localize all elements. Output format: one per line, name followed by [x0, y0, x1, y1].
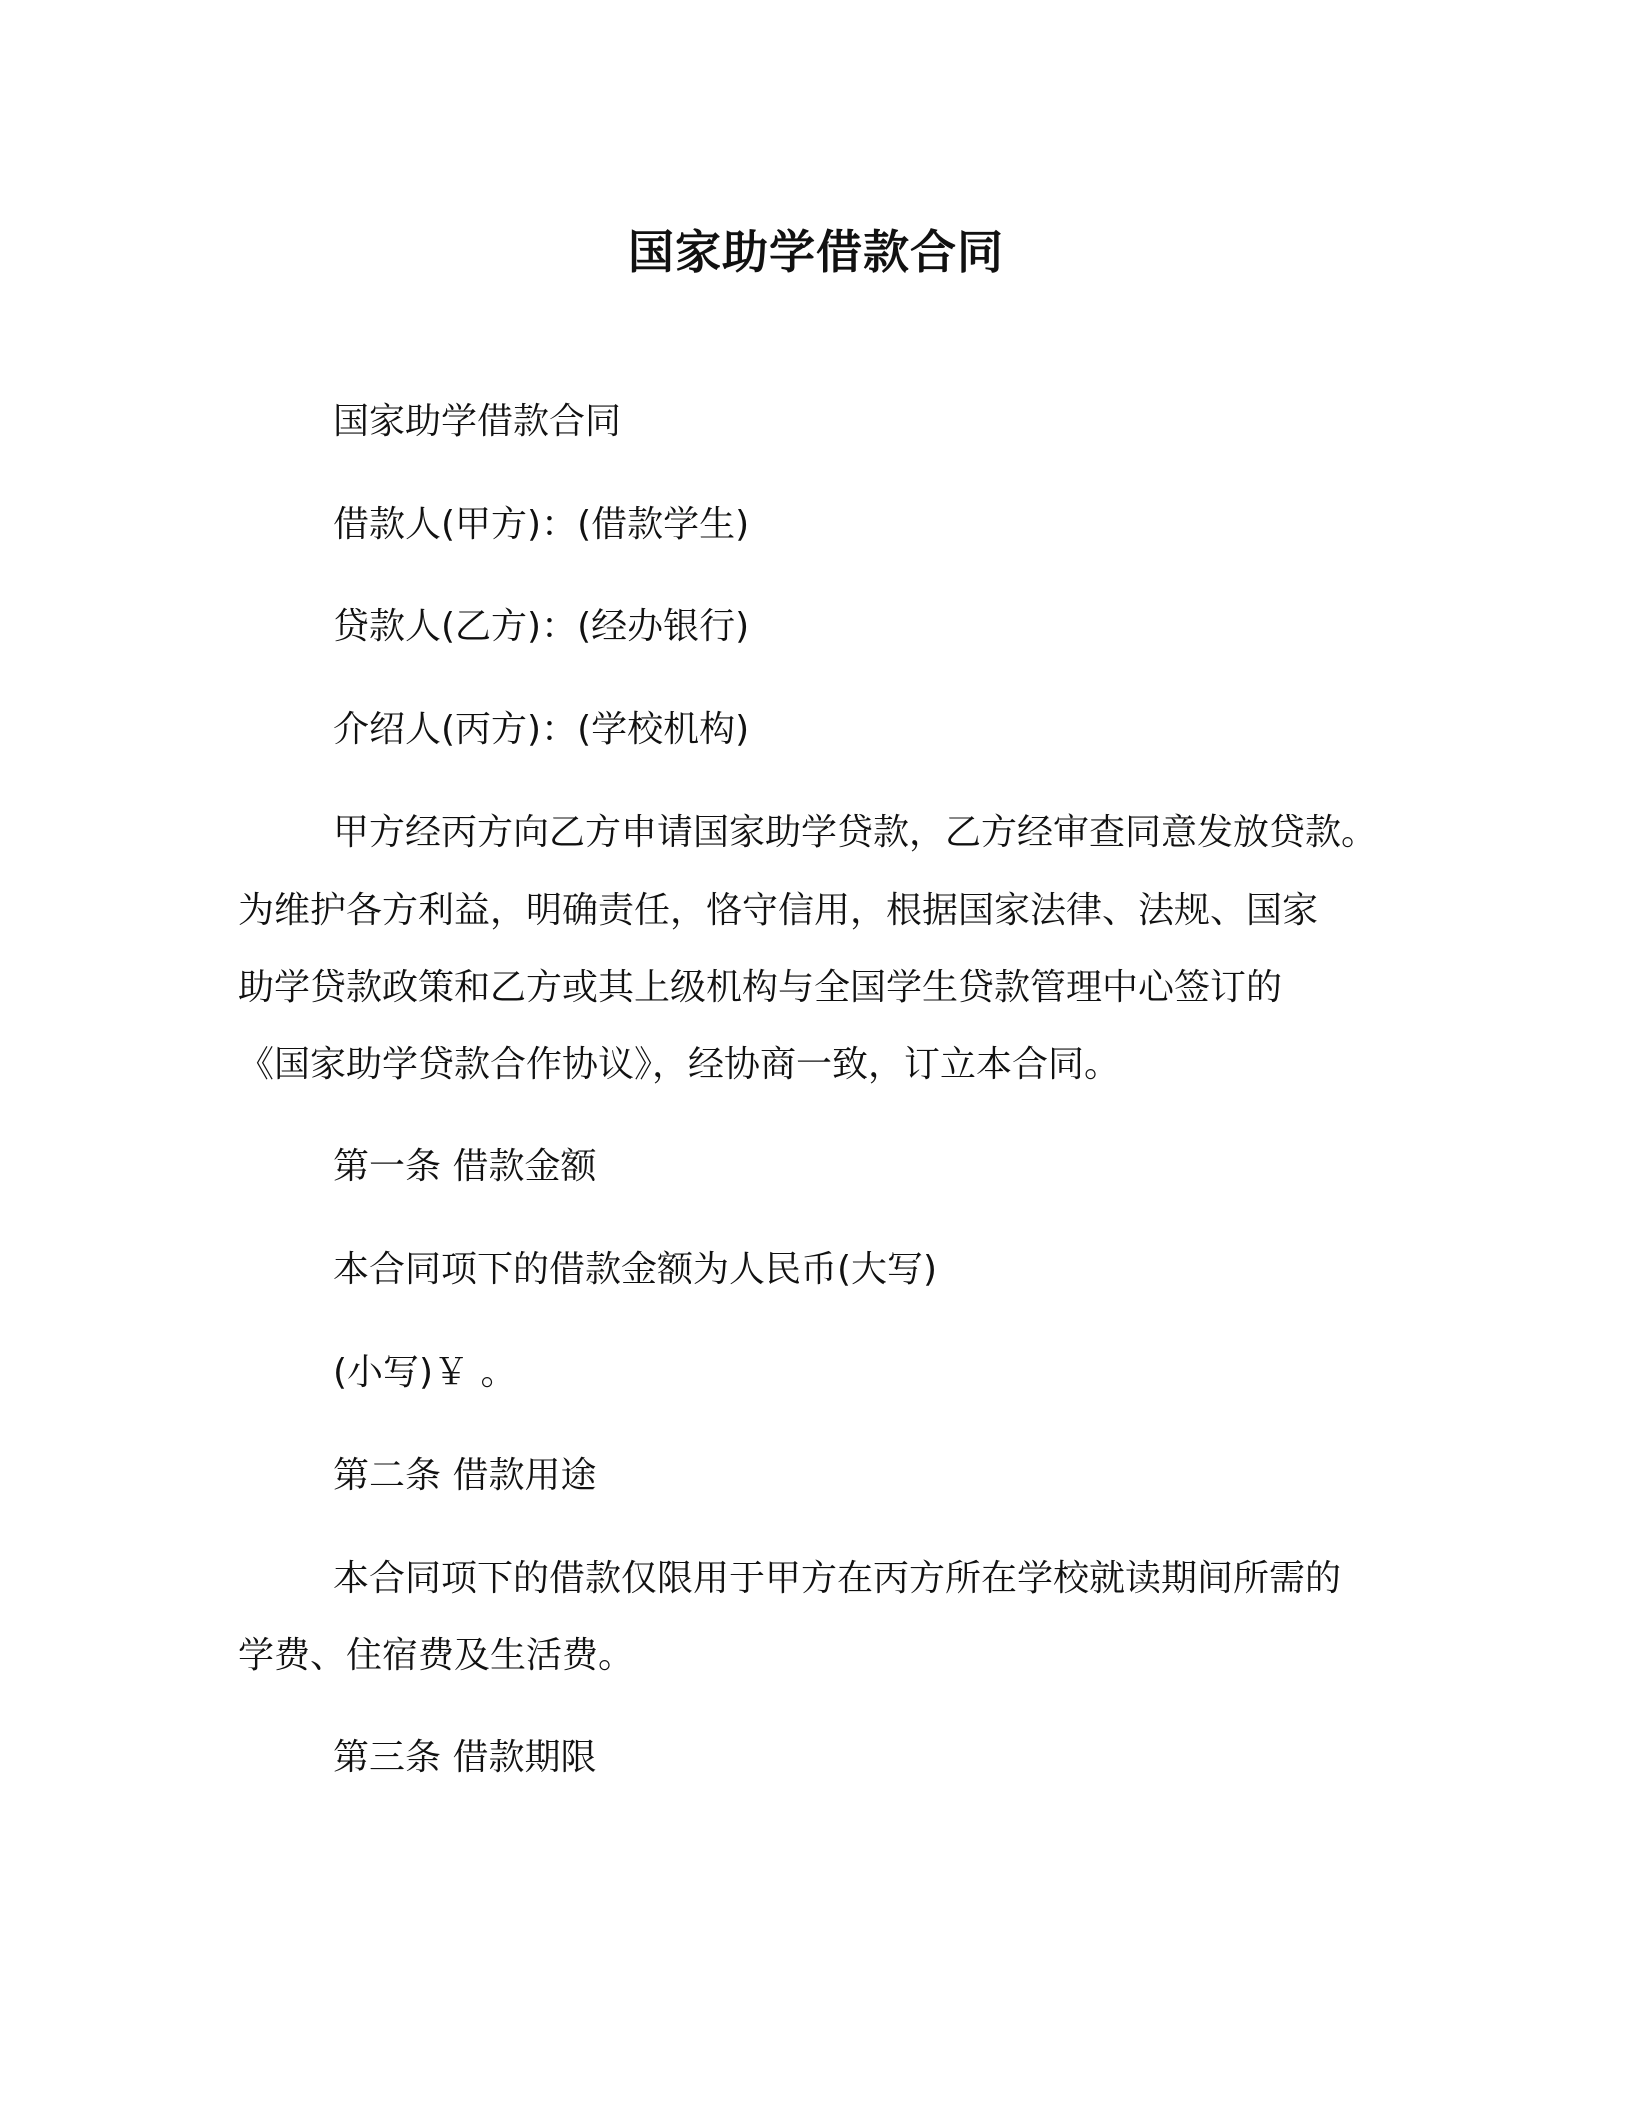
preamble-line-4: 《国家助学贷款合作协议》，经协商一致，订立本合同。	[238, 1044, 1121, 1085]
article-2-text-1: 本合同项下的借款仅限用于甲方在丙方所在学校就读期间所需的	[333, 1558, 1342, 1599]
party-a-line: 借款人(甲方)：(借款学生)	[333, 504, 750, 545]
article-1-text-2: (小写)￥ 。	[333, 1352, 517, 1393]
document-title: 国家助学借款合同	[628, 225, 1004, 279]
party-b-line: 贷款人(乙方)：(经办银行)	[333, 606, 750, 647]
contract-heading: 国家助学借款合同	[333, 401, 622, 442]
article-3-heading: 第三条 借款期限	[333, 1737, 597, 1778]
article-2-text-2: 学费、住宿费及生活费。	[238, 1635, 635, 1676]
party-c-line: 介绍人(丙方)：(学校机构)	[333, 709, 750, 750]
preamble-line-1: 甲方经丙方向乙方申请国家助学贷款，乙方经审查同意发放贷款。	[333, 812, 1378, 853]
article-1-text-1: 本合同项下的借款金额为人民币(大写)	[333, 1249, 938, 1290]
article-1-heading: 第一条 借款金额	[333, 1146, 597, 1187]
preamble-line-2: 为维护各方利益，明确责任，恪守信用，根据国家法律、法规、国家	[238, 890, 1319, 931]
preamble-line-3: 助学贷款政策和乙方或其上级机构与全国学生贷款管理中心签订的	[238, 967, 1283, 1008]
article-2-heading: 第二条 借款用途	[333, 1455, 597, 1496]
